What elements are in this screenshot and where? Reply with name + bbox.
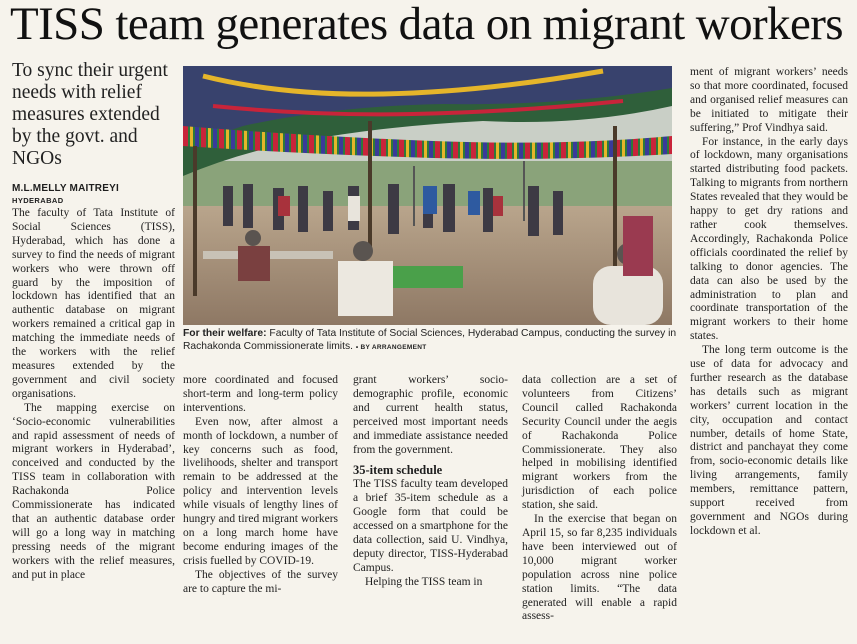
caption-text: Faculty of Tata Institute of Social Sciences, Hyderabad Campus, conducting the survey in Rachakonda Commissionerate limits. bbox=[183, 328, 677, 352]
column-3 bbox=[353, 374, 508, 590]
column-5 bbox=[690, 66, 848, 539]
photo-caption bbox=[183, 327, 678, 354]
byline: M.L.MELLY MAITREYI bbox=[12, 183, 119, 194]
paragraph: The TISS faculty team developed a brief 35-item schedule as a Google form that could be accessed on a smartphone for the data collection, said U. Vindhya, deputy director, TISS-Hyderabad Campus. bbox=[353, 478, 508, 574]
paragraph: In the exercise that began on April 15, so far 8,235 individuals have been interviewed out of 10,000 migrant worker population across nine police station limits. “The data generated will enable a rapid assess- bbox=[522, 513, 677, 623]
paragraph: For instance, in the early days of lockdown, many organisations started distributing food packets. Talking to migrants from northern States revealed that they would be happy to get dry rations and rather cook themselves. Accordingly, Rachakonda Police officials coordinated the relief by talking to donor agencies. The data can also be used by the administration to plan and coordinate transportation of the migrant workers to their home states. bbox=[690, 135, 848, 343]
photo-credit: • BY ARRANGEMENT bbox=[355, 344, 427, 351]
subheading: 35-item schedule bbox=[353, 463, 443, 478]
caption-lead: For their welfare: bbox=[183, 328, 267, 339]
paragraph: more coordinated and focused short-term and long-term policy interventions. bbox=[183, 374, 338, 414]
photo-illustration bbox=[183, 66, 672, 325]
column-1 bbox=[12, 207, 175, 582]
headline: TISS team generates data on migrant workers bbox=[10, 0, 843, 50]
paragraph: Even now, after almost a month of lockdown, a number of key concerns such as food, livelihoods, shelter and transport remain to be addressed at the policy and intervention levels while visuals of lengthy lines of hungry and tired migrant workers on a long march home have become enduring images of the crisis fuelled by COVID-19. bbox=[183, 415, 338, 567]
paragraph: The faculty of Tata Institute of Social Sciences (TISS), Hyderabad, which has done a survey to find the needs of migrant workers who were thrown off guard by the imposition of lockdown has identified that an authentic database on migrant workers remained a critical gap in matching the immediate needs of the workers with the relief measures extended by the government and civil society organisations. bbox=[12, 207, 175, 400]
column-4 bbox=[522, 374, 677, 624]
paragraph: data collection are a set of volunteers from Citizens’ Council called Rachakonda Security Council under the aegis of Rachakonda Police Commissionerate. They also helped in mobilising identified migrant workers from the jurisdiction of each police station, she said. bbox=[522, 374, 677, 512]
paragraph: The objectives of the survey are to capture the mi- bbox=[183, 568, 338, 595]
paragraph: Helping the TISS team in bbox=[365, 575, 483, 588]
paragraph: ment of migrant workers’ needs so that more coordinated, focused and organised relief measures can be initiated to mitigate their suffering,” Prof Vindhya said. bbox=[690, 66, 848, 134]
paragraph: grant workers’ socio-demographic profile, economic and current health status, perceived most important needs and immediate assistance needed from the government. bbox=[353, 374, 508, 456]
paragraph: The long term outcome is the use of data for advocacy and further research as the database has details such as migrant workers’ current location in the city, occupation and contact number, details of home State, district and panchayat they come from, socio-economic details like living arrangements, family members, remittance pattern, support received from government and NGOs during lockdown et al. bbox=[690, 344, 848, 537]
deck: To sync their urgent needs with relief measures extended by the govt. and NGOs bbox=[12, 60, 168, 169]
column-2 bbox=[183, 374, 338, 597]
news-photo bbox=[183, 66, 672, 325]
paragraph: The mapping exercise on ‘Socio-economic vulnerabilities and rapid assessment of needs of migrant workers in Hyderabad’, conceived and conducted by the TISS team in collaboration with Rachakonda Police Commissionerate has indicated that an authentic database order will go a long way in matching pressing needs of the migrant workers with the relief measures, and put in place bbox=[12, 401, 175, 581]
dateline: HYDERABAD bbox=[12, 196, 64, 205]
